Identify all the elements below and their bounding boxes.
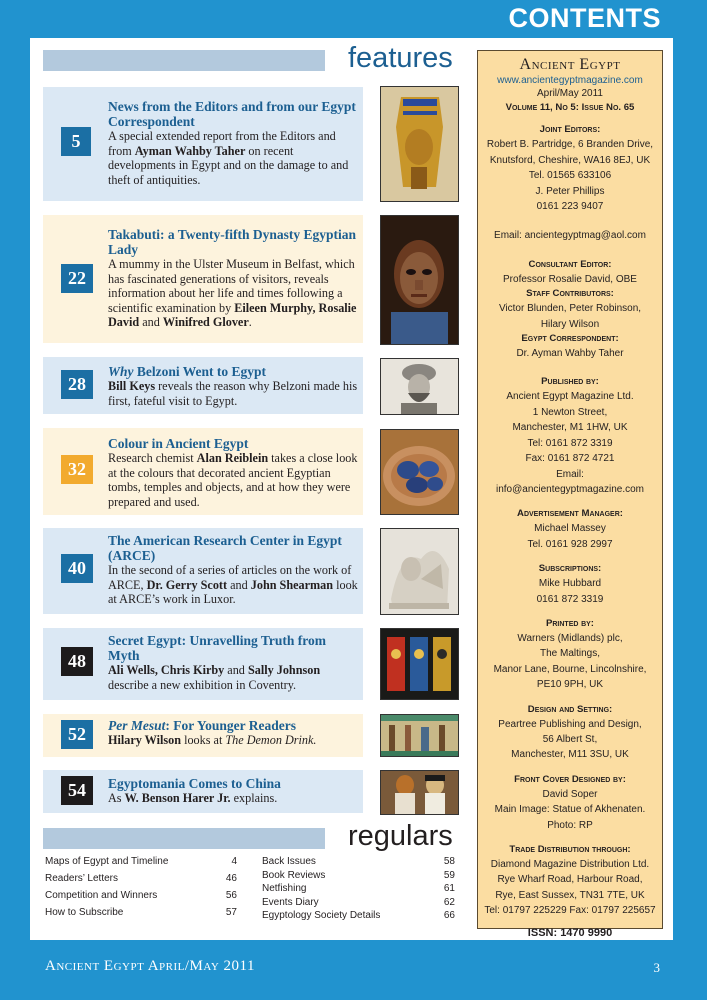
feature-description: Bill Keys reveals the reason why Belzoni made his first, fateful visit to Egypt. — [108, 379, 358, 408]
feature-title: Per Mesut: For Younger Readers — [108, 718, 296, 733]
feature-image[interactable] — [380, 358, 459, 415]
feature-description: In the second of a series of articles on the work of ARCE, Dr. Gerry Scott and John Shearman look at ARCE’s work in Luxor. — [108, 563, 358, 606]
issue-volume: Volume 11, No 5: Issue No. 65 — [505, 102, 635, 114]
regulars-bar — [43, 828, 325, 849]
credit-block — [478, 843, 662, 919]
credit-block — [478, 562, 662, 607]
credit-heading: Printed by: — [545, 617, 595, 629]
feature-page-number: 54 — [61, 776, 93, 805]
feature-item[interactable] — [43, 528, 363, 614]
feature-page-number: 22 — [61, 264, 93, 293]
regular-page: 61 — [443, 883, 455, 894]
feature-item[interactable] — [43, 428, 363, 515]
feature-page-number: 32 — [61, 455, 93, 484]
feature-page-number: 48 — [61, 647, 93, 676]
credit-line: Manor Lane, Bourne, Lincolnshire, — [493, 663, 647, 675]
feature-item[interactable] — [43, 770, 363, 813]
feature-title: The American Research Center in Egypt (ARCE) — [108, 533, 342, 563]
regular-page: 46 — [225, 873, 237, 884]
regular-label: Netfishing — [262, 883, 307, 894]
regular-page: 66 — [443, 910, 455, 921]
feature-description: Hilary Wilson looks at The Demon Drink. — [108, 733, 317, 747]
regular-page: 58 — [443, 856, 455, 867]
masthead-title: Ancient Egypt — [519, 56, 621, 73]
feature-image[interactable] — [380, 528, 459, 615]
credit-line: 0161 223 9407 — [536, 201, 604, 213]
regular-item[interactable] — [262, 869, 455, 883]
regular-item[interactable] — [262, 855, 455, 869]
credit-heading: Trade Distribution through: — [509, 844, 631, 855]
feature-description: Research chemist Alan Reiblein takes a close look at the colours that decorated ancient Egyptian tombs, temples and objects, and at how they were prepared and used. — [108, 451, 358, 509]
credit-line: David Soper — [542, 788, 598, 800]
credit-heading: Joint Editors: — [539, 124, 601, 136]
credit-line: Victor Blunden, Peter Robinson, — [498, 303, 642, 315]
feature-image[interactable] — [380, 628, 459, 700]
feature-image[interactable] — [380, 770, 459, 815]
regular-label: Competition and Winners — [45, 890, 158, 901]
credit-line: The Maltings, — [539, 648, 601, 660]
credit-heading: Published by: — [541, 376, 599, 388]
masthead-credits — [478, 123, 662, 918]
credit-line: Tel: 01797 225229 Fax: 01797 225657 — [484, 905, 656, 917]
regular-item[interactable] — [45, 887, 237, 904]
regular-item[interactable] — [45, 853, 237, 870]
feature-title: News from the Editors and from our Egypt Correspondent — [108, 99, 356, 129]
credit-line: Main Image: Statue of Akhenaten. — [494, 804, 646, 816]
credit-block — [478, 507, 662, 552]
credit-block — [478, 228, 662, 243]
feature-page-number: 5 — [61, 127, 91, 156]
feature-item[interactable] — [43, 714, 363, 757]
regular-label: Back Issues — [262, 856, 316, 867]
regular-item[interactable] — [262, 882, 455, 896]
regular-item[interactable] — [262, 896, 455, 910]
credit-line: PE10 9PH, UK — [536, 679, 604, 691]
credit-line: Robert B. Partridge, 6 Branden Drive, — [486, 139, 654, 151]
regular-page: 4 — [231, 856, 237, 867]
feature-description: A mummy in the Ulster Museum in Belfast, which has fascinated generations of visitors, reveals information about her life and times following a scientific examination by Eileen Murphy, Rosalie David and Winifred Glover. — [108, 257, 357, 329]
credit-line: Manchester, M1 1HW, UK — [512, 422, 628, 434]
credit-line: info@ancientegyptmagazine.com — [495, 483, 644, 495]
credit-heading: Advertisement Manager: — [517, 508, 623, 520]
feature-image[interactable] — [380, 86, 459, 202]
regulars-heading: regulars — [348, 820, 453, 852]
credit-line: 56 Albert St, — [542, 733, 598, 745]
feature-description: A special extended report from the Editors and from Ayman Wahby Taher on recent developments in Egypt and on the damage to and theft of antiquities. — [108, 129, 349, 187]
feature-item[interactable] — [43, 215, 363, 343]
credit-line: Hilary Wilson — [540, 318, 600, 330]
regular-item[interactable] — [45, 904, 237, 921]
feature-title: Secret Egypt: Unravelling Truth from Myth — [108, 633, 326, 663]
credit-line: Diamond Magazine Distribution Ltd. — [490, 859, 650, 870]
website-link[interactable]: www.ancientegyptmagazine.com — [497, 75, 643, 86]
feature-description: Ali Wells, Chris Kirby and Sally Johnson describe a new exhibition in Coventry. — [108, 663, 321, 692]
credit-line: Ancient Egypt Magazine Ltd. — [506, 391, 634, 403]
credit-line: Knutsford, Cheshire, WA16 8EJ, UK — [489, 154, 651, 166]
regular-page: 57 — [225, 907, 237, 918]
credit-block — [478, 258, 662, 287]
features-heading: features — [348, 42, 453, 74]
credit-heading: Front Cover Designed by: — [514, 773, 626, 785]
regular-page: 59 — [443, 869, 455, 881]
credit-block — [478, 773, 662, 833]
page-number: 3 — [653, 960, 660, 975]
credit-line: 1 Newton Street, — [532, 406, 608, 418]
feature-image[interactable] — [380, 429, 459, 515]
credit-line: Peartree Publishing and Design, — [498, 718, 642, 730]
feature-image[interactable] — [380, 714, 459, 757]
feature-page-number: 52 — [61, 720, 93, 749]
credit-heading: Subscriptions: — [538, 563, 602, 575]
issn: ISSN: 1470 9990 — [527, 926, 613, 939]
regulars-list-left — [45, 853, 237, 921]
credit-line: Tel. 0161 928 2997 — [527, 538, 613, 550]
feature-title: Takabuti: a Twenty-fifth Dynasty Egyptian Lady — [108, 227, 357, 257]
feature-page-number: 28 — [61, 370, 93, 399]
credit-line: Email: ancientegyptmag@aol.com — [494, 230, 646, 242]
credit-block — [478, 287, 662, 332]
regular-item[interactable] — [45, 870, 237, 887]
credit-line: J. Peter Phillips — [535, 185, 605, 197]
credit-block — [478, 375, 662, 497]
regular-label: Readers’ Letters — [45, 873, 118, 884]
regular-label: Book Reviews — [262, 869, 326, 881]
credit-heading: Egypt Correspondent: — [521, 333, 619, 345]
feature-item[interactable] — [43, 87, 363, 201]
feature-page-number: 40 — [61, 554, 93, 583]
credit-line: Manchester, M11 3SU, UK — [511, 749, 629, 761]
credit-line: 0161 872 3319 — [536, 593, 604, 605]
credit-line: Tel. 01565 633106 — [528, 170, 612, 182]
issue-date: April/May 2011 — [537, 88, 603, 99]
credit-block — [478, 617, 662, 693]
credit-heading: Consultant Editor: — [528, 258, 612, 270]
regular-label: Egyptology Society Details — [262, 910, 381, 921]
features-bar — [43, 50, 325, 71]
footer-title: Ancient Egypt April/May 2011 — [45, 958, 255, 974]
masthead-sidebar — [477, 50, 663, 939]
regular-page: 56 — [225, 890, 237, 901]
feature-title: Why Belzoni Went to Egypt — [108, 364, 267, 379]
regular-item[interactable] — [262, 909, 455, 923]
credit-line: Mike Hubbard — [538, 578, 602, 590]
credit-line: Rye, East Sussex, TN31 7TE, UK — [495, 889, 645, 901]
regulars-list-right — [262, 855, 455, 923]
credit-line: Dr. Ayman Wahby Taher — [516, 348, 624, 360]
contents-heading: CONTENTS — [508, 3, 661, 33]
regular-label: Maps of Egypt and Timeline — [45, 856, 169, 867]
feature-description: As W. Benson Harer Jr. explains. — [108, 791, 278, 805]
regular-label: How to Subscribe — [45, 907, 124, 918]
regular-label: Events Diary — [262, 896, 319, 908]
regular-page: 62 — [443, 896, 455, 908]
feature-title: Colour in Ancient Egypt — [108, 436, 249, 451]
credit-heading: Staff Contributors: — [526, 288, 614, 300]
credit-line: Fax: 0161 872 4721 — [525, 453, 615, 465]
credit-line: Professor Rosalie David, OBE — [503, 273, 637, 285]
credit-line: Warners (Midlands) plc, — [517, 632, 623, 644]
feature-item[interactable] — [43, 357, 363, 414]
feature-title: Egyptomania Comes to China — [108, 776, 281, 791]
credit-line: Rye Wharf Road, Harbour Road, — [497, 874, 643, 886]
feature-image[interactable] — [380, 215, 459, 345]
credit-line: Photo: RP — [547, 819, 593, 831]
credit-block — [478, 332, 662, 361]
feature-item[interactable] — [43, 628, 363, 700]
credit-line: Email: — [556, 468, 584, 480]
credit-line: Tel: 0161 872 3319 — [527, 437, 613, 449]
credit-heading: Design and Setting: — [527, 703, 613, 715]
credit-block — [478, 703, 662, 763]
credit-block — [478, 123, 662, 214]
credit-line: Michael Massey — [534, 523, 606, 535]
